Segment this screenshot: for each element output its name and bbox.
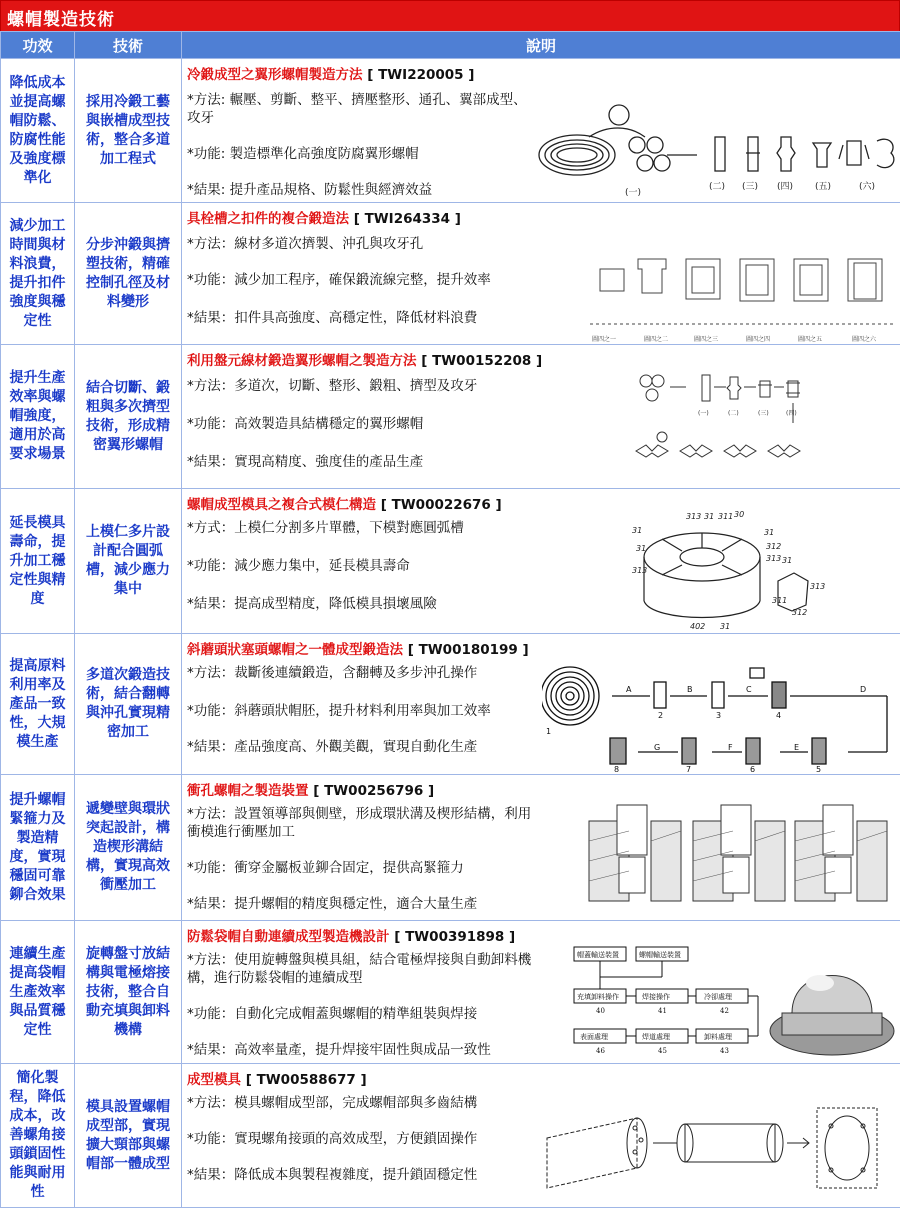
fig-label: 42	[720, 1007, 729, 1015]
fig-label: 圖四之二	[644, 336, 669, 343]
tech-cell: 遞變壁與環狀突起設計，構造楔形溝結構，實現高效衝壓加工	[86, 801, 170, 893]
forging-sequence-figure	[590, 229, 896, 343]
patent-code: [ TW00391898 ]	[394, 929, 516, 945]
fig-label: D	[860, 685, 867, 694]
fig-label: 31	[636, 544, 647, 553]
patent-title	[187, 349, 542, 369]
result-text: *結果：提高成型精度，降低模具損壞風險	[187, 596, 437, 612]
patent-title	[187, 207, 461, 227]
tech-cell: 模具設置螺帽成型部，實現擴大頸部與螺帽部一體成型	[86, 1098, 170, 1172]
title-bar	[0, 0, 900, 32]
fig-label: 焊接操作	[642, 993, 670, 1001]
fig-label: (一)	[698, 410, 709, 417]
die-insert-figure	[632, 511, 832, 631]
fig-label: 3	[716, 711, 722, 720]
header-tech: 技術	[75, 32, 182, 59]
fig-label: 圖四之六	[852, 336, 877, 343]
function-text: *功能：斜蘑頭狀帽胚，提升材料利用率與加工效率	[187, 703, 491, 719]
fig-label: 313	[766, 554, 782, 563]
fig-label: 312	[792, 608, 808, 617]
effect-cell: 提升螺帽緊箍力及製造精度，實現穩固可靠鉚合效果	[9, 791, 66, 903]
effect-cell: 延長模具壽命，提升加工穩定性與精度	[9, 514, 66, 607]
result-text: *結果：實現高精度、強度佳的產品生產	[187, 454, 424, 470]
tech-cell: 結合切斷、鍛粗與多次擠型技術，形成精密翼形螺帽	[86, 379, 170, 453]
result-text: *結果：降低成本與製程複雜度，提升鎖固穩定性	[187, 1167, 478, 1183]
acorn-nut-machine-figure	[570, 943, 898, 1061]
tech-cell: 多道次鍛造技術，結合翻轉與沖孔實現精密加工	[86, 667, 170, 740]
fig-label: 螺帽輸送裝置	[639, 951, 681, 959]
patent-name: 具栓槽之扣件的複合鍛造法	[187, 211, 349, 227]
fig-label: 43	[720, 1047, 729, 1055]
patent-name: 防鬆袋帽自動連續成型製造機設計	[187, 929, 390, 945]
fig-label: 4	[776, 711, 782, 720]
patent-title	[187, 638, 529, 658]
method-text: *方法：多道次，切斷、整形、鍛粗、擠型及攻牙	[187, 378, 478, 394]
effect-cell: 簡化製程，降低成本，改善螺角接頭鎖固性能與耐用性	[9, 1070, 66, 1200]
fig-label: 31	[720, 622, 731, 631]
fig-label: 31	[782, 556, 793, 565]
method-text: *方法：使用旋轉盤與模具組，結合電極焊接與自動卸料機構，進行防鬆袋帽的連續成型	[187, 952, 532, 986]
desc-cell	[182, 921, 900, 1064]
pierce-nut-die-figure	[587, 801, 897, 913]
table-row	[1, 634, 900, 775]
fig-label: 31	[764, 528, 775, 537]
method-text: *方法：設置領導部與側壁，形成環狀溝及楔形結構，利用衝模進行衝壓加工	[187, 806, 532, 840]
function-text: *功能：減少應力集中，延長模具壽命	[187, 558, 410, 574]
fig-label: F	[728, 743, 733, 752]
header-desc: 說明	[182, 32, 900, 59]
patent-title	[187, 1068, 367, 1088]
method-text: *方法：線材多道次擠製、沖孔與攻牙孔	[187, 236, 424, 252]
table-row	[1, 489, 900, 634]
effect-cell: 連續生產提高袋帽生產效率與品質穩定性	[9, 945, 66, 1038]
fig-label: (二)	[728, 410, 739, 417]
patent-code: [ TW00256796 ]	[313, 783, 435, 799]
fig-label: 312	[766, 542, 782, 551]
patent-title	[187, 493, 502, 513]
fig-label: (四)	[777, 182, 794, 192]
result-text: *結果：扣件具高強度、高穩定性，降低材料浪費	[187, 310, 478, 326]
fig-label: (一)	[625, 188, 642, 197]
patent-name: 利用盤元線材鍛造翼形螺帽之製造方法	[187, 353, 417, 369]
patent-code: [ TWI220005 ]	[367, 67, 475, 83]
fig-label: 冷卻處理	[704, 993, 732, 1001]
fig-label: 2	[658, 711, 664, 720]
function-text: *功能: 製造標準化高強度防腐翼形螺帽	[187, 146, 419, 162]
fig-label: (六)	[859, 182, 876, 192]
header-row	[1, 32, 900, 59]
fig-label: 表面處理	[580, 1033, 608, 1041]
method-text: *方法：裁斷後連續鍛造，含翻轉及多步沖孔操作	[187, 665, 478, 681]
fig-label: (二)	[709, 182, 726, 192]
method-text: *方法: 輾壓、剪斷、整平、擠壓整形、通孔、翼部成型、攻牙	[187, 92, 527, 126]
patent-title	[187, 779, 434, 799]
plug-nut-steps-figure	[542, 656, 897, 774]
fig-label: (五)	[815, 182, 832, 192]
result-text: *結果：產品強度高、外觀美觀，實現自動化生產	[187, 739, 478, 755]
function-text: *功能：衝穿金屬板並鉚合固定，提供高緊箍力	[187, 860, 464, 876]
patent-code: [ TW00180199 ]	[407, 642, 529, 658]
tech-cell: 分步沖鍛與擠塑技術，精確控制孔徑及材料變形	[86, 236, 170, 310]
forming-process-figure	[537, 85, 900, 197]
patent-title	[187, 925, 515, 945]
fig-label: 31	[704, 512, 715, 521]
fig-label: 充填卸料操作	[577, 993, 619, 1001]
table-row	[1, 345, 900, 489]
fig-label: 圖四之四	[746, 336, 771, 343]
fig-label: 41	[658, 1007, 667, 1015]
table-row	[1, 59, 900, 203]
fig-label: (四)	[786, 410, 797, 417]
desc-cell	[182, 489, 900, 634]
fig-label: 5	[816, 765, 822, 774]
method-text: *方法：模具螺帽成型部，完成螺帽部與多齒結構	[187, 1095, 478, 1111]
fig-label: 30	[734, 511, 745, 519]
fig-label: 6	[750, 765, 756, 774]
effect-cell: 減少加工時間與材料浪費，提升扣件強度與穩定性	[9, 217, 66, 329]
patent-name: 成型模具	[187, 1072, 241, 1088]
patent-name: 螺帽成型模具之複合式模仁構造	[187, 497, 376, 513]
header-effect: 功效	[1, 32, 75, 59]
effect-cell: 提高原料利用率及產品一致性，大規模生產	[9, 657, 66, 750]
acorn-nut-photo	[770, 975, 894, 1055]
forming-die-figure	[537, 1088, 897, 1204]
effect-cell: 提升生產效率與螺帽強度，適用於高要求場景	[9, 370, 66, 462]
fig-label: 31	[632, 526, 643, 535]
wing-nut-steps-figure	[630, 371, 822, 485]
patent-title	[187, 63, 474, 83]
fig-label: 311	[718, 512, 734, 521]
result-text: *結果: 提升產品規格、防鬆性與經濟效益	[187, 182, 433, 198]
fig-label: 46	[596, 1047, 605, 1055]
fig-label: G	[654, 743, 661, 752]
fig-label: 313	[686, 512, 702, 521]
fig-label: 313	[810, 582, 826, 591]
desc-cell	[182, 634, 900, 775]
effect-cell: 降低成本並提高螺帽防鬆、防腐性能及強度標準化	[9, 74, 66, 186]
function-text: *功能：高效製造具結構穩定的翼形螺帽	[187, 416, 424, 432]
patent-code: [ TW00152208 ]	[421, 353, 543, 369]
table-row	[1, 921, 900, 1064]
method-text: *方式：上模仁分割多片單體，下模對應圓弧槽	[187, 520, 464, 536]
patent-code: [ TWI264334 ]	[353, 211, 461, 227]
desc-cell	[182, 775, 900, 921]
patent-table	[0, 31, 900, 1208]
function-text: *功能：自動化完成帽蓋與螺帽的精準組裝與焊接	[187, 1006, 478, 1022]
fig-label: 313	[632, 566, 648, 575]
fig-label: A	[626, 685, 632, 694]
fig-label: B	[687, 685, 693, 694]
desc-cell	[182, 345, 900, 489]
fig-label: (三)	[758, 410, 769, 417]
fig-label: (三)	[742, 182, 759, 192]
fig-label: 圖四之五	[798, 336, 823, 343]
fig-label: 圖四之三	[694, 336, 719, 343]
fig-label: 帽蓋輸送裝置	[577, 951, 619, 959]
desc-cell	[182, 59, 900, 203]
patent-name: 斜蘑頭狀塞頭螺帽之一體成型鍛造法	[187, 642, 403, 658]
table-row	[1, 1064, 900, 1208]
fig-label: 40	[596, 1007, 605, 1015]
table-row	[1, 203, 900, 345]
page-title: 螺帽製造技術	[7, 10, 115, 30]
function-text: *功能：實現螺角接頭的高效成型，方便鎖固操作	[187, 1131, 478, 1147]
fig-label: 8	[614, 765, 620, 774]
result-text: *結果：高效率量產，提升焊接牢固性與成品一致性	[187, 1042, 491, 1058]
fig-label: 焊道處理	[642, 1033, 670, 1041]
patent-name: 冷鍛成型之翼形螺帽製造方法	[187, 67, 363, 83]
result-text: *結果：提升螺帽的精度與穩定性，適合大量生產	[187, 896, 478, 912]
fig-label: 1	[546, 727, 552, 736]
fig-label: E	[794, 743, 800, 752]
fig-label: 圖四之一	[592, 336, 617, 343]
fig-label: 402	[690, 622, 706, 631]
patent-code: [ TW00588677 ]	[245, 1072, 367, 1088]
desc-cell	[182, 203, 900, 345]
patent-name: 衝孔螺帽之製造裝置	[187, 783, 309, 799]
patent-code: [ TW00022676 ]	[380, 497, 502, 513]
fig-label: 卸料處理	[704, 1033, 732, 1041]
fig-label: 7	[686, 765, 692, 774]
tech-cell: 旋轉盤寸放結構與電極熔接技術，整合自動充填與卸料機構	[86, 945, 170, 1038]
fig-label: 311	[772, 596, 788, 605]
tech-cell: 上模仁多片設計配合圓弧槽，減少應力集中	[86, 524, 170, 597]
tech-cell: 採用冷鍛工藝與嵌槽成型技術，整合多道加工程式	[86, 93, 170, 167]
desc-cell	[182, 1064, 900, 1208]
fig-label: 45	[658, 1047, 667, 1055]
function-text: *功能：減少加工程序，確保鍛流線完整，提升效率	[187, 272, 491, 288]
table-row	[1, 775, 900, 921]
fig-label: C	[746, 685, 752, 694]
